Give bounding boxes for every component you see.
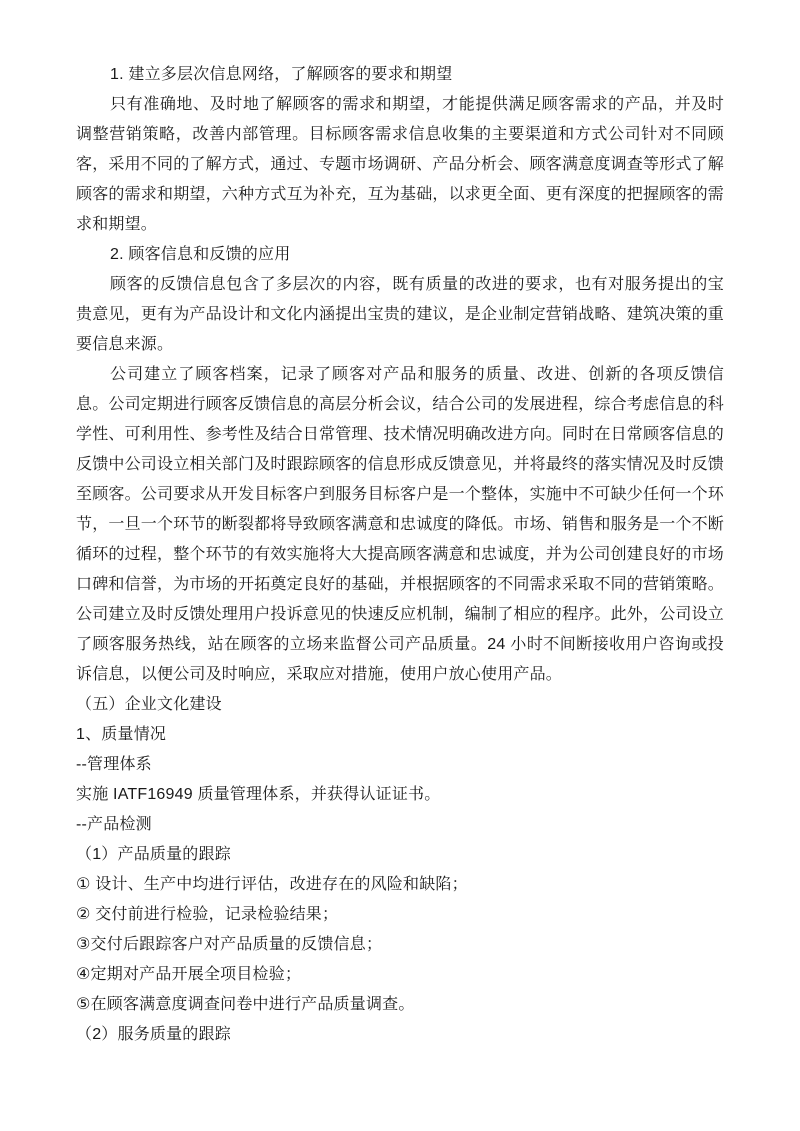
list-item-satisfaction-survey: ⑤在顾客满意度调查问卷中进行产品质量调查。 bbox=[76, 996, 415, 1013]
line-iatf-certification: 实施 IATF16949 质量管理体系，并获得认证证书。 bbox=[76, 786, 441, 803]
paragraph-feedback-content: 顾客的反馈信息包含了多层次的内容，既有质量的改进的要求，也有对服务提出的宝贵意见，更有为产品设计和文化内涵提出宝贵的建议，是企业制定营销战略、建筑决策的重要信息来源。 bbox=[76, 276, 725, 353]
paragraph-customer-needs: 只有准确地、及时地了解顾客的需求和期望，才能提供满足顾客需求的产品，并及时调整营销策略，改善内部管理。目标顾客需求信息收集的主要渠道和方式公司针对不同顾客，采用不同的了解方式，通过、专题市场调研、产品分析会、顾客满意度调查等形式了解顾客的需求和期望，六种方式互为补充，互为基础，以求更全面、更有深度的把握顾客的需求和期望。 bbox=[76, 96, 725, 233]
numbered-heading-info-network: 1. 建立多层次信息网络，了解顾客的要求和期望 bbox=[110, 66, 453, 83]
numbered-heading-feedback-application: 2. 顾客信息和反馈的应用 bbox=[110, 246, 291, 263]
label-management-system: --管理体系 bbox=[76, 756, 152, 773]
paragraph-customer-archive: 公司建立了顾客档案，记录了顾客对产品和服务的质量、改进、创新的各项反馈信息。公司定期进行顾客反馈信息的高层分析会议，结合公司的发展进程，综合考虑信息的科学性、可利用性、参考性及结合日常管理、技术情况明确改进方向。同时在日常顾客信息的反馈中公司设立相关部门及时跟踪顾客的信息形成反馈意见，并将最终的落实情况及时反馈至顾客。公司要求从开发目标客户到服务目标客户是一个整体，实施中不可缺少任何一个环节，一旦一个环节的断裂都将导致顾客满意和忠诚度的降低。市场、销售和服务是一个不断循环的过程，整个环节的有效实施将大大提高顾客满意和忠诚度，并为公司创建良好的市场口碑和信誉，为市场的开拓奠定良好的基础，并根据顾客的不同需求采取不同的营销策略。公司建立及时反馈处理用户投诉意见的快速反应机制，编制了相应的程序。此外，公司设立了顾客服务热线，站在顾客的立场来监督公司产品质量。24 小时不间断接收用户咨询或投诉信息，以便公司及时响应，采取应对措施，使用户放心使用产品。 bbox=[76, 366, 725, 683]
list-item-design-evaluation: ① 设计、生产中均进行评估，改进存在的风险和缺陷； bbox=[76, 876, 468, 893]
list-item-pre-delivery-inspection: ② 交付前进行检验，记录检验结果； bbox=[76, 906, 339, 923]
list-item-post-delivery-feedback: ③交付后跟踪客户对产品质量的反馈信息； bbox=[76, 936, 383, 953]
subheading-quality-status: 1、质量情况 bbox=[76, 726, 167, 743]
document-body bbox=[76, 60, 724, 1050]
label-product-inspection: --产品检测 bbox=[76, 816, 152, 833]
item-service-quality-tracking: （2）服务质量的跟踪 bbox=[76, 1026, 231, 1043]
item-product-quality-tracking: （1）产品质量的跟踪 bbox=[76, 846, 231, 863]
list-item-full-item-inspection: ④定期对产品开展全项目检验； bbox=[76, 966, 302, 983]
section-heading-enterprise-culture: （五）企业文化建设 bbox=[76, 696, 222, 713]
